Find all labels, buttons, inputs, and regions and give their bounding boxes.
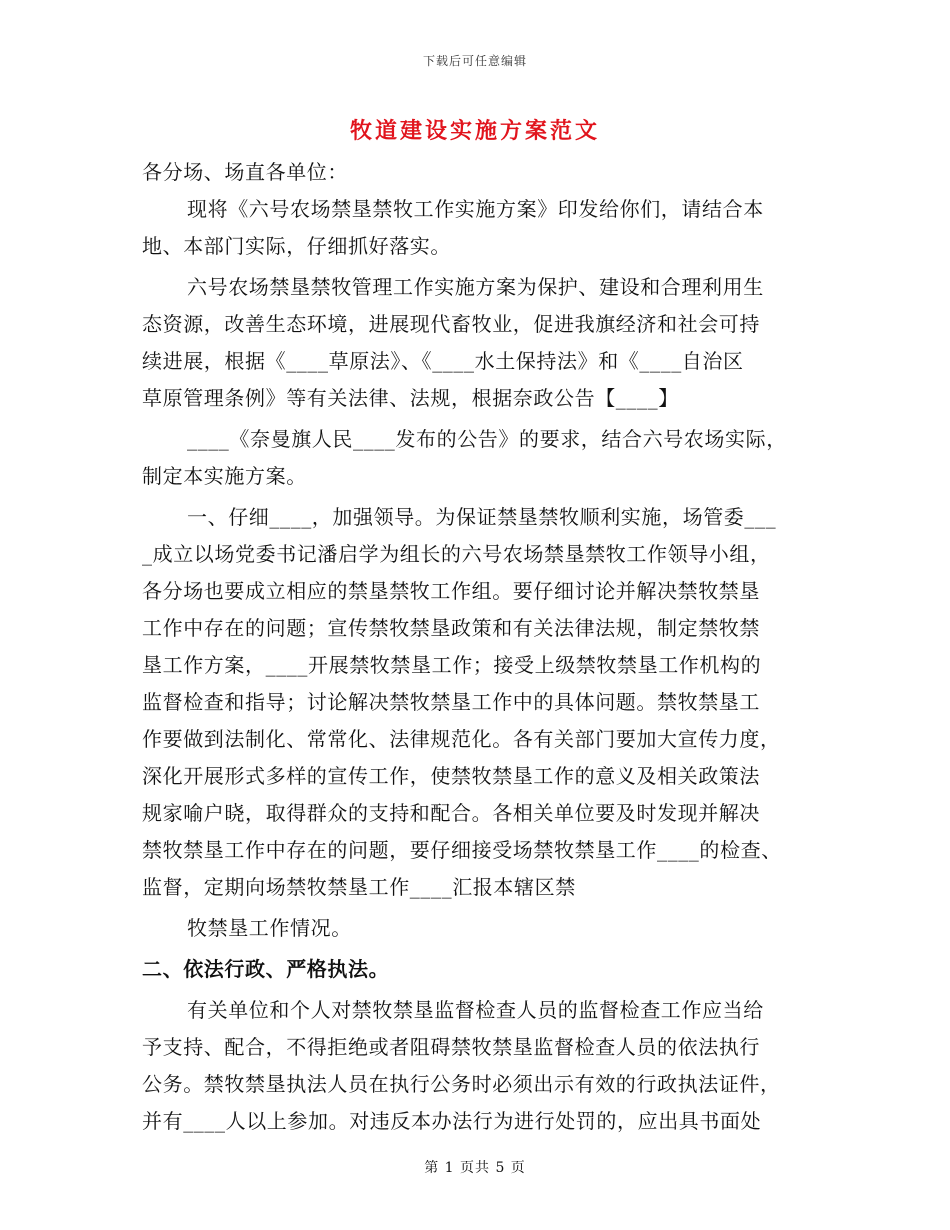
paragraph-line: 深化开展形式多样的宣传工作，使禁牧禁垦工作的意义及相关政策法 <box>142 764 760 788</box>
paragraph-line: 制定本实施方案。 <box>142 464 307 488</box>
paragraph-line: 地、本部门实际，仔细抓好落实。 <box>142 234 451 258</box>
paragraph-line: 六号农场禁垦禁牧管理工作实施方案为保护、建设和合理利用生 <box>187 275 764 299</box>
paragraph-line: 牧禁垦工作情况。 <box>187 916 352 940</box>
paragraph-line: 草原管理条例》等有关法律、法规，根据奈政公告【____】 <box>142 386 679 410</box>
salutation-line: 各分场、场直各单位： <box>142 160 348 184</box>
paragraph-line: _成立以场党委书记潘启学为组长的六号农场禁垦禁牧工作领导小组， <box>142 542 771 566</box>
header-note: 下载后可任意编辑 <box>422 54 527 68</box>
paragraph-line: 工作中存在的问题；宣传禁牧禁垦政策和有关法律法规，制定禁牧禁 <box>142 616 760 640</box>
section-heading: 二、依法行政、严格执法。 <box>142 957 390 981</box>
page-footer: 第 1 页共 5 页 <box>424 1160 526 1176</box>
paragraph-line: ____《奈曼旗人民____发布的公告》的要求，结合六号农场实际， <box>187 427 787 451</box>
paragraph-line: 予支持、配合，不得拒绝或者阻碍禁牧禁垦监督检查人员的依法执行 <box>142 1035 760 1059</box>
document-body <box>142 154 810 1140</box>
paragraph-line: 态资源，改善生态环境，进展现代畜牧业，促进我旗经济和社会可持 <box>142 312 760 336</box>
paragraph-line: 有关单位和个人对禁牧禁垦监督检查人员的监督检查工作应当给 <box>187 998 764 1022</box>
paragraph-line: 规家喻户晓，取得群众的支持和配合。各相关单位要及时发现并解决 <box>142 801 760 825</box>
paragraph-line: 现将《六号农场禁垦禁牧工作实施方案》印发给你们，请结合本 <box>187 197 764 221</box>
paragraph-line: 禁牧禁垦工作中存在的问题，要仔细接受场禁牧禁垦工作____的检查、 <box>142 838 782 862</box>
paragraph-line: 并有____人以上参加。对违反本办法行为进行处罚的，应出具书面处 <box>142 1109 762 1133</box>
paragraph-line: 各分场也要成立相应的禁垦禁牧工作组。要仔细讨论并解决禁牧禁垦 <box>142 579 760 603</box>
paragraph-line: 作要做到法制化、常常化、法律规范化。各有关部门要加大宣传力度， <box>142 727 781 751</box>
paragraph-line: 一、仔细____，加强领导。为保证禁垦禁牧顺利实施，场管委___ <box>187 505 777 529</box>
paragraph-line: 续进展，根据《____草原法》、《____水土保持法》和《____自治区 <box>142 349 744 373</box>
paragraph-line: 监督，定期向场禁牧禁垦工作____汇报本辖区禁 <box>142 875 576 899</box>
paragraph-line: 监督检查和指导；讨论解决禁牧禁垦工作中的具体问题。禁牧禁垦工 <box>142 690 760 714</box>
paragraph-line: 垦工作方案，____开展禁牧禁垦工作；接受上级禁牧禁垦工作机构的 <box>142 653 762 677</box>
paragraph-line: 公务。禁牧禁垦执法人员在执行公务时必须出示有效的行政执法证件， <box>142 1072 781 1096</box>
document-title: 牧道建设实施方案范文 <box>349 118 600 144</box>
